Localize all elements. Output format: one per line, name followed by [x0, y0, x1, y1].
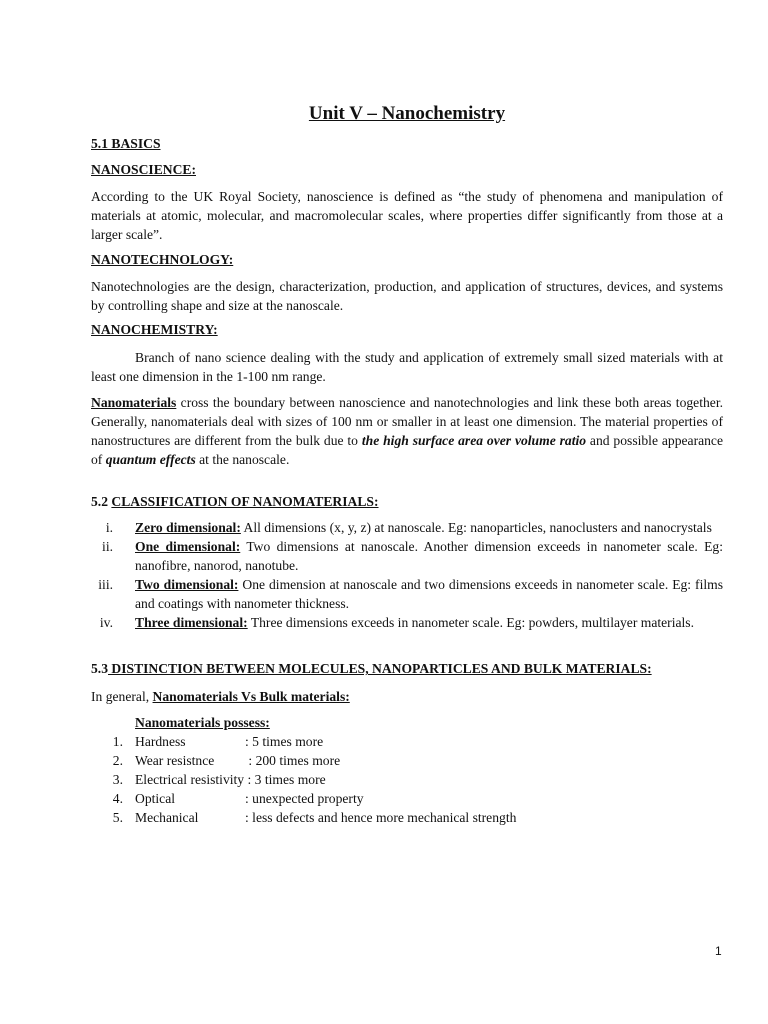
- list-item: [91, 518, 723, 537]
- property-separator: :: [245, 810, 249, 825]
- list-item: [91, 789, 723, 808]
- property-name: Hardness: [135, 734, 186, 749]
- list-item-term: One dimensional:: [135, 539, 241, 554]
- section-5-1-heading: 5.1 BASICS: [91, 136, 161, 151]
- property-number: 4.: [112, 791, 123, 806]
- property-name: Wear resistnce: [135, 753, 215, 768]
- property-name: Optical: [135, 791, 176, 806]
- section-5-3-number: 5.3: [91, 661, 108, 676]
- list-item-term: Zero dimensional:: [135, 520, 241, 535]
- list-item: [91, 751, 723, 770]
- nanotechnology-heading: NANOTECHNOLOGY:: [91, 252, 234, 267]
- property-list: [91, 732, 723, 827]
- list-item-text: Two dimensions at nanoscale. Another dimension exceeds in nanometer scale. Eg: nanofibre, nanorod, nanotube.: [135, 539, 723, 573]
- list-item-number: iii.: [98, 577, 113, 592]
- property-separator: :: [245, 753, 253, 768]
- list-item: [91, 613, 723, 632]
- property-name: Electrical resistivity: [135, 772, 245, 787]
- property-value: less defects and hence more mechanical strength: [248, 810, 517, 825]
- nanochemistry-text: Branch of nano science dealing with the study and application of extremely small sized materials with at least one dimension in the 1-100 nm range.: [91, 350, 723, 384]
- property-number: 1.: [112, 734, 123, 749]
- document-body: [91, 136, 723, 827]
- property-value: unexpected property: [248, 791, 364, 806]
- section-5-2-number: 5.2: [91, 494, 112, 509]
- list-item-term: Three dimensional:: [135, 615, 248, 630]
- property-name: Mechanical: [135, 810, 199, 825]
- list-item-number: i.: [105, 520, 113, 535]
- comparison-intro-bold: Nanomaterials Vs Bulk materials:: [152, 689, 350, 704]
- list-item-text: Three dimensions exceeds in nanometer scale. Eg: powders, multilayer materials.: [247, 615, 694, 630]
- property-separator: :: [244, 772, 252, 787]
- list-item: [91, 732, 723, 751]
- property-number: 5.: [112, 810, 123, 825]
- list-item: [91, 770, 723, 789]
- section-5-3-title: DISTINCTION BETWEEN MOLECULES, NANOPARTICLES AND BULK MATERIALS:: [108, 661, 652, 676]
- list-item-number: ii.: [102, 539, 113, 554]
- classification-list: [91, 518, 723, 632]
- list-item: [91, 575, 723, 613]
- comparison-intro: [91, 687, 723, 713]
- property-value: 5 times more: [248, 734, 324, 749]
- property-separator: :: [245, 791, 249, 806]
- nanoscience-text: According to the UK Royal Society, nanoscience is defined as “the study of phenomena and manipulation of materials at atomic, molecular, and macromolecular scales, where properties differ significantly from those at a larger scale”.: [91, 189, 723, 242]
- nanochemistry-heading: NANOCHEMISTRY:: [91, 322, 218, 337]
- list-item: [91, 808, 723, 827]
- page-title: Unit V – Nanochemistry: [308, 103, 506, 124]
- section-5-2-title: CLASSIFICATION OF NANOMATERIALS:: [111, 494, 379, 509]
- section-5-2-heading: [91, 494, 723, 518]
- nanomaterials-text-1: cross the boundary between nanoscience and nanotechnologies and link these both areas together. Generally, nanomaterials deal with sizes of 100 nm or smaller in at least one dimension. The material properties of nanostructures are different from the bulk due to: [91, 395, 723, 448]
- section-5-3-heading: [91, 661, 723, 687]
- nanomaterials-term: Nanomaterials: [91, 395, 177, 410]
- nanomaterials-paragraph: [91, 393, 723, 469]
- comparison-intro-text: In general,: [91, 689, 153, 704]
- list-item-text: All dimensions (x, y, z) at nanoscale. Eg: nanoparticles, nanoclusters and nanocrystals: [240, 520, 712, 535]
- property-number: 3.: [112, 772, 123, 787]
- nanomaterials-emphasis-2: quantum effects: [105, 452, 196, 467]
- nanomaterials-emphasis-1: the high surface area over volume ratio: [361, 433, 587, 448]
- property-value: 3 times more: [251, 772, 326, 787]
- property-number: 2.: [112, 753, 123, 768]
- property-separator: :: [245, 734, 249, 749]
- nanomaterials-text-3: at the nanoscale.: [195, 452, 290, 467]
- nanoscience-heading: NANOSCIENCE:: [91, 162, 196, 177]
- list-item-number: iv.: [99, 615, 113, 630]
- possess-heading: Nanomaterials possess:: [135, 715, 270, 730]
- list-item-term: Two dimensional:: [135, 577, 239, 592]
- list-item-text: One dimension at nanoscale and two dimensions exceeds in nanometer scale. Eg: films and coatings with nanometer thickness.: [135, 577, 723, 611]
- property-value: 200 times more: [252, 753, 341, 768]
- list-item: [91, 537, 723, 575]
- page-number: 1: [715, 944, 722, 958]
- nanotechnology-text: Nanotechnologies are the design, characterization, production, and application of structures, devices, and systems by controlling shape and size at the nanoscale.: [91, 279, 723, 313]
- nanomaterials-text-2: and possible appearance of: [91, 433, 723, 467]
